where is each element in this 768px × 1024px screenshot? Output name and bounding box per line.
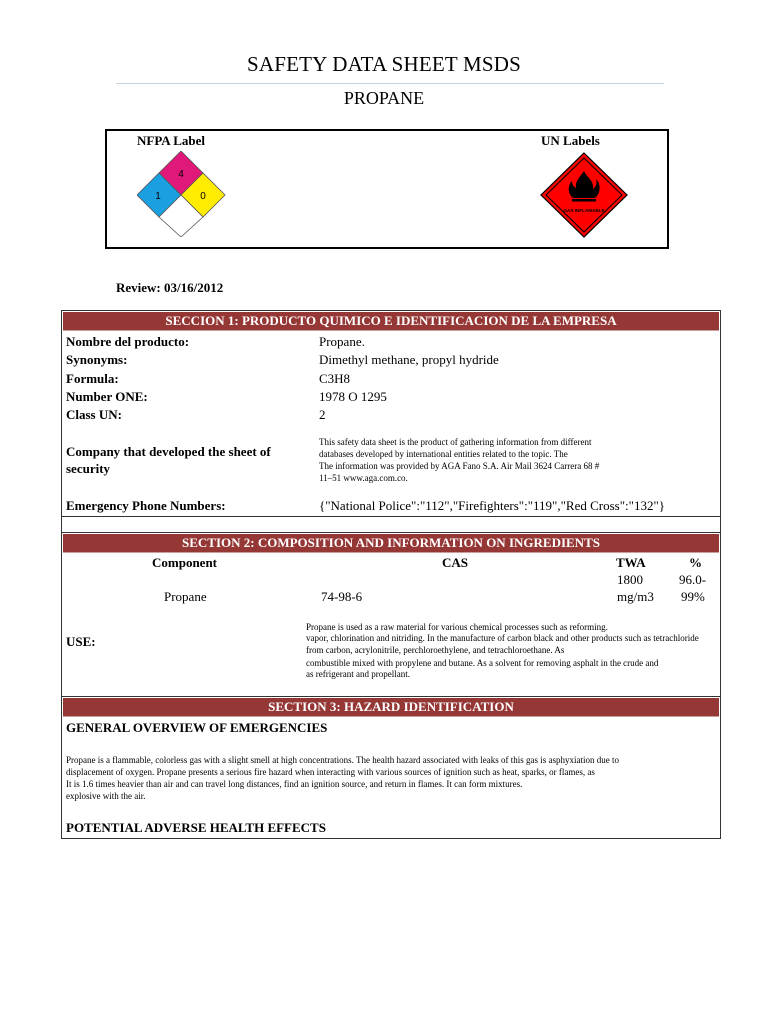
use-text-line-2: vapor, chlorination and nitriding. In the manufacture of carbon black and other products such as tetrachloride bbox=[306, 633, 699, 643]
company-label-line-2: security bbox=[66, 461, 111, 476]
use-text-line-5: as refrigerant and propellant. bbox=[306, 669, 410, 679]
number-one-label: Number ONE: bbox=[66, 389, 148, 404]
ingredient-percent-line-2: 99% bbox=[681, 589, 705, 604]
row-divider bbox=[62, 696, 720, 697]
overview-text-line-1: Propane is a flammable, colorless gas with a slight smell at high concentrations. The health hazard associated with leaks of this gas is asphyxiation due to bbox=[66, 755, 619, 765]
use-label: USE: bbox=[66, 634, 96, 649]
company-text-line-1: This safety data sheet is the product of gathering information from different bbox=[319, 437, 592, 447]
ingredient-twa-line-1: 1800 bbox=[617, 572, 643, 587]
use-text-line-4: combustible mixed with propylene and butane. As a solvent for removing asphalt in the crude and bbox=[306, 658, 659, 668]
company-text-line-3: The information was provided by AGA Fano S.A. Air Mail 3624 Carrera 68 # bbox=[319, 461, 600, 471]
section-1-header: SECCION 1: PRODUCTO QUIMICO E IDENTIFICACION DE LA EMPRESA bbox=[63, 312, 719, 331]
twa-column-header: TWA bbox=[616, 555, 646, 570]
product-name-label: Nombre del producto: bbox=[66, 334, 190, 349]
row-divider bbox=[62, 532, 720, 533]
cas-column-header: CAS bbox=[442, 555, 469, 570]
component-column-header: Component bbox=[152, 555, 218, 570]
percent-column-header: % bbox=[689, 555, 702, 570]
nfpa-health-value: 1 bbox=[155, 191, 161, 202]
number-one-value: 1978 O 1295 bbox=[319, 389, 387, 404]
nfpa-reactivity-value: 0 bbox=[200, 191, 206, 202]
nfpa-diamond-icon bbox=[137, 151, 227, 237]
synonyms-value: Dimethyl methane, propyl hydride bbox=[319, 352, 499, 367]
review-date: Review: 03/16/2012 bbox=[116, 280, 224, 295]
row-divider bbox=[62, 516, 720, 517]
ingredient-twa-line-2: mg/m3 bbox=[617, 589, 654, 604]
msds-sheet bbox=[61, 310, 721, 839]
overview-text-line-2: displacement of oxygen. Propane presents a serious fire hazard when interacting with various sources of ignition such as heat, sparks, or flames, as bbox=[66, 767, 595, 777]
company-label-line-1: Company that developed the sheet of bbox=[66, 444, 271, 459]
nfpa-label-title: NFPA Label bbox=[137, 133, 206, 148]
un-placard-caption: GAS INFLAMABLE bbox=[563, 208, 605, 213]
class-un-value: 2 bbox=[319, 407, 326, 422]
overview-text-line-3: It is 1.6 times heavier than air and can travel long distances, find an ignition source, and return in flames. It can form mixtures. bbox=[66, 779, 523, 789]
ingredient-cas: 74-98-6 bbox=[321, 589, 363, 604]
document-title: SAFETY DATA SHEET MSDS bbox=[246, 52, 522, 76]
hazard-labels-box bbox=[105, 129, 669, 249]
ingredient-percent-line-1: 96.0- bbox=[679, 572, 707, 587]
use-text-line-1: Propane is used as a raw material for various chemical processes such as reforming. bbox=[306, 622, 608, 632]
un-label-title: UN Labels bbox=[541, 133, 600, 148]
formula-value: C3H8 bbox=[319, 371, 351, 386]
company-text-line-4: 11–51 www.aga.com.co. bbox=[319, 473, 408, 483]
un-flammable-gas-placard bbox=[539, 151, 629, 239]
general-overview-heading: GENERAL OVERVIEW OF EMERGENCIES bbox=[66, 720, 328, 735]
formula-label: Formula: bbox=[66, 371, 119, 386]
title-divider bbox=[116, 83, 664, 84]
section-2-header: SECTION 2: COMPOSITION AND INFORMATION ON INGREDIENTS bbox=[63, 534, 719, 553]
overview-text-line-4: explosive with the air. bbox=[66, 791, 146, 801]
nfpa-flammability-value: 4 bbox=[178, 169, 184, 180]
class-un-label: Class UN: bbox=[66, 407, 122, 422]
product-name-value: Propane. bbox=[319, 334, 365, 349]
emergency-phone-label: Emergency Phone Numbers: bbox=[66, 498, 226, 513]
use-text-line-3: from carbon, acrylonitrile, perchloroethylene, and tetrachloroethane. As bbox=[306, 645, 565, 655]
potential-health-effects-heading: POTENTIAL ADVERSE HEALTH EFFECTS bbox=[66, 820, 326, 835]
company-text-line-2: databases developed by international entities related to the topic. The bbox=[319, 449, 568, 459]
ingredient-component: Propane bbox=[164, 589, 207, 604]
emergency-phone-value: {"National Police":"112","Firefighters":"119","Red Cross":"132"} bbox=[319, 498, 665, 513]
synonyms-label: Synonyms: bbox=[66, 352, 128, 367]
document-subtitle: PROPANE bbox=[343, 88, 425, 108]
section-3-header: SECTION 3: HAZARD IDENTIFICATION bbox=[63, 698, 719, 717]
